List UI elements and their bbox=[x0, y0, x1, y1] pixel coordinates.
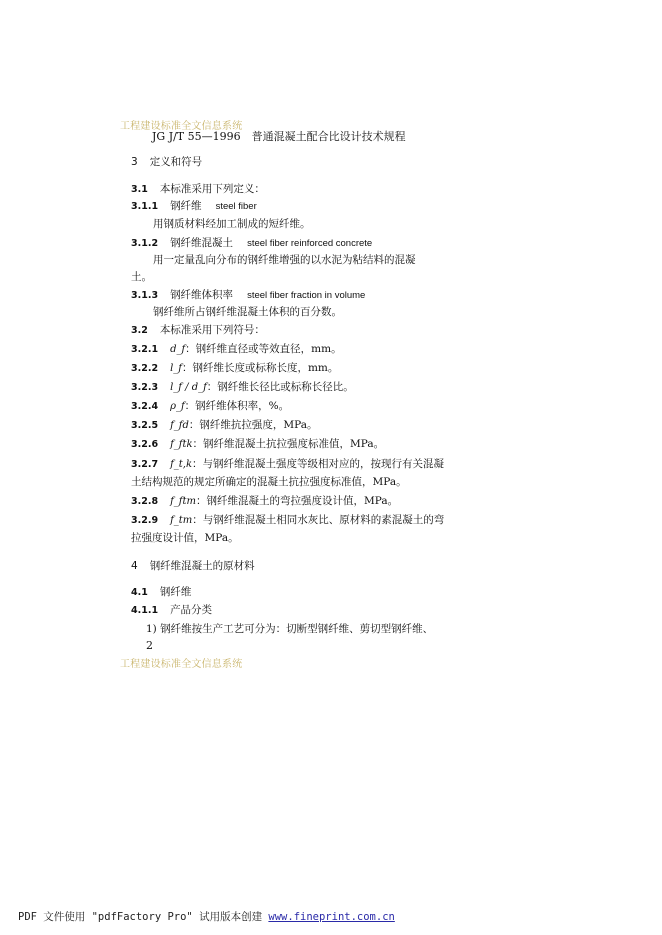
symbol: l_f / d_f bbox=[170, 382, 207, 393]
clause-number: 3.1 bbox=[131, 184, 148, 195]
section-title: 定义和符号 bbox=[149, 156, 203, 168]
term: 钢纤维混凝土 bbox=[170, 237, 234, 249]
clause-number: 3.1.2 bbox=[131, 238, 159, 249]
symbol-description: ：钢纤维抗拉强度，MPa。 bbox=[188, 419, 318, 431]
symbol-3-2-4 bbox=[131, 399, 289, 414]
clause-number: 3.2.2 bbox=[131, 363, 159, 374]
definition-text: 用一定量乱向分布的钢纤维增强的以水泥为粘结料的混凝 bbox=[153, 254, 416, 266]
symbol-description: ：钢纤维长度或标称长度，mm。 bbox=[181, 362, 339, 374]
symbol-3-2-9 bbox=[131, 513, 444, 528]
watermark-bottom: 工程建设标准全文信息系统 bbox=[120, 659, 243, 670]
symbol: d_f bbox=[170, 344, 186, 355]
symbol-description: ：与钢纤维混凝土强度等级相对应的，按现行有关混凝 bbox=[192, 458, 445, 470]
clause-number: 3.2.4 bbox=[131, 401, 159, 412]
symbol: f_tm bbox=[170, 515, 193, 526]
definition-text-cont: 土。 bbox=[131, 271, 152, 283]
term: 钢纤维体积率 bbox=[170, 289, 234, 301]
clause-4-1 bbox=[131, 585, 191, 600]
watermark-top: 工程建设标准全文信息系统 bbox=[120, 121, 243, 132]
clause-text: 本标准采用下列符号： bbox=[159, 324, 265, 336]
definition-text: 钢纤维所占钢纤维混凝土体积的百分数。 bbox=[153, 306, 342, 318]
section-4-heading bbox=[131, 559, 255, 573]
section-number: 3 bbox=[131, 156, 138, 168]
section-number: 4 bbox=[131, 560, 138, 572]
pdf-footer bbox=[18, 909, 395, 924]
clause-number: 3.2.9 bbox=[131, 515, 159, 526]
clause-number: 3.2 bbox=[131, 325, 148, 336]
symbol-description: ：钢纤维长径比或标称长径比。 bbox=[206, 381, 354, 393]
clause-3-1 bbox=[131, 182, 265, 197]
symbol: f_ftm bbox=[170, 496, 196, 507]
clause-text: 钢纤维 bbox=[159, 586, 192, 598]
symbol-description: ：与钢纤维混凝土相同水灰比、原材料的素混凝土的弯 bbox=[192, 514, 445, 526]
running-header: JG J/T 55—1996 普通混凝土配合比设计技术规程 bbox=[152, 130, 406, 143]
footer-text: PDF 文件使用 "pdfFactory Pro" 试用版本创建 bbox=[18, 911, 269, 923]
symbol-description: ：钢纤维混凝土抗拉强度标准值，MPa。 bbox=[192, 438, 385, 450]
clause-3-1-3 bbox=[131, 288, 365, 303]
clause-3-1-1 bbox=[131, 199, 257, 214]
symbol-3-2-7-cont: 土结构规范的规定所确定的混凝土抗拉强度标准值，MPa。 bbox=[131, 476, 407, 488]
clause-number: 3.1.3 bbox=[131, 290, 159, 301]
symbol-3-2-9-cont: 拉强度设计值，MPa。 bbox=[131, 532, 239, 544]
list-item-1: 1) 钢纤维按生产工艺可分为：切断型钢纤维、剪切型钢纤维、 bbox=[146, 623, 434, 635]
clause-number: 3.2.5 bbox=[131, 420, 159, 431]
clause-number: 3.2.6 bbox=[131, 439, 159, 450]
symbol-3-2-8 bbox=[131, 494, 398, 509]
symbol-3-2-3 bbox=[131, 380, 354, 395]
symbol-description: ：钢纤维混凝土的弯拉强度设计值，MPa。 bbox=[195, 495, 399, 507]
clause-3-1-2 bbox=[131, 236, 372, 251]
clause-text: 本标准采用下列定义： bbox=[159, 183, 265, 195]
page-number: 2 bbox=[146, 639, 153, 652]
symbol-3-2-5 bbox=[131, 418, 317, 433]
symbol: f_t,k bbox=[170, 459, 193, 470]
symbol: ρ_f bbox=[170, 401, 185, 412]
clause-number: 4.1.1 bbox=[131, 605, 159, 616]
clause-text: 产品分类 bbox=[170, 604, 213, 616]
clause-number: 3.2.8 bbox=[131, 496, 159, 507]
term-english: steel fiber fraction in volume bbox=[247, 290, 366, 301]
symbol: f_ftk bbox=[170, 439, 193, 450]
symbol-description: ：钢纤维直径或等效直径，mm。 bbox=[185, 343, 342, 355]
section-3-heading bbox=[131, 155, 202, 169]
symbol-3-2-2 bbox=[131, 361, 338, 376]
symbol-description: ：钢纤维体积率，%。 bbox=[184, 400, 290, 412]
symbol-3-2-7 bbox=[131, 457, 444, 472]
footer-link[interactable]: www.fineprint.com.cn bbox=[268, 911, 395, 923]
symbol: l_f bbox=[170, 363, 182, 374]
clause-number: 4.1 bbox=[131, 587, 148, 598]
term-english: steel fiber bbox=[215, 201, 257, 212]
clause-4-1-1 bbox=[131, 603, 212, 618]
clause-number: 3.2.3 bbox=[131, 382, 159, 393]
symbol: f_fd bbox=[170, 420, 189, 431]
symbol-3-2-1 bbox=[131, 342, 342, 357]
clause-number: 3.2.7 bbox=[131, 459, 159, 470]
term: 钢纤维 bbox=[170, 200, 202, 212]
term-english: steel fiber reinforced concrete bbox=[247, 238, 373, 249]
section-title: 钢纤维混凝土的原材料 bbox=[149, 560, 255, 572]
clause-number: 3.2.1 bbox=[131, 344, 159, 355]
definition-text: 用钢质材料经加工制成的短纤维。 bbox=[153, 218, 311, 230]
clause-number: 3.1.1 bbox=[131, 201, 159, 212]
clause-3-2 bbox=[131, 323, 265, 338]
symbol-3-2-6 bbox=[131, 437, 384, 452]
